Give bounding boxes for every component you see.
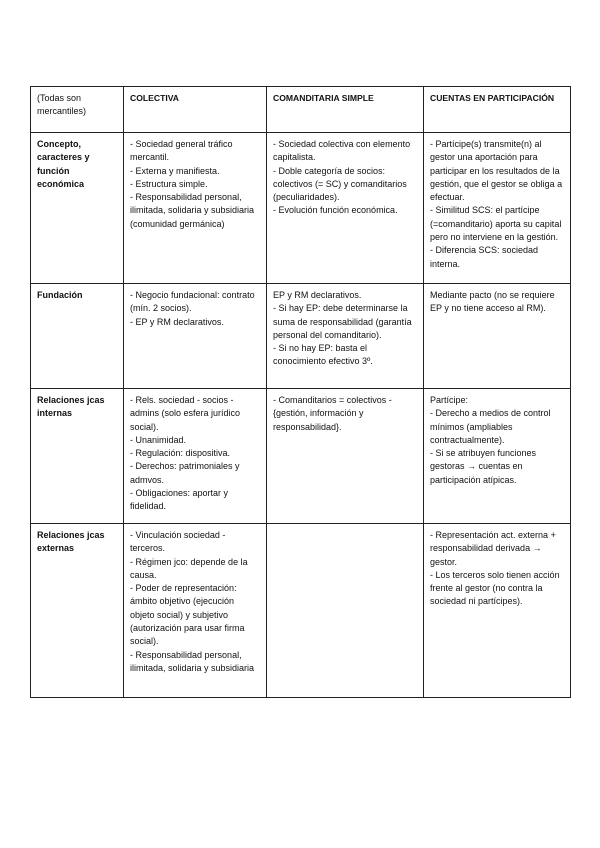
cell-line: - Evolución función económica. [273,205,398,216]
cell-line: - Externa y manifiesta. [130,165,220,176]
cell-colectiva [124,389,267,524]
cell-line: - Similitud SCS: el partícipe (=comanditario) aporta su capital pero no interviene en la gestión. [430,205,562,243]
cell-comanditaria [267,284,424,389]
cell-line: - Regulación: dispositiva. [130,448,231,459]
comparison-table [30,86,571,698]
cell-line: - Doble categoría de socios: colectivos (= SC) y comanditarios (peculiaridades). [273,165,407,203]
cell-line: - Si se atribuyen funciones gestoras → cuentas en participación atípicas. [430,448,537,485]
cell-line: - EP y RM declarativos. [130,316,224,327]
cell-line: - Rels. sociedad - socios - admins (solo esfera jurídico social). [130,395,241,432]
cell-line: EP y RM declarativos. [273,290,362,300]
cell-comanditaria [267,389,424,524]
cell-line: - Partícipe(s) transmite(n) al gestor una aportación para participar en los resultados de la gestión, que el gestor se obliga a efectuar. [430,139,563,203]
cell-line: - Poder de representación: ámbito objetivo (ejecución objeto social) y subjetivo (autorización para usar firma social). [130,583,245,647]
corner-note: (Todas son mercantiles) [31,87,124,133]
header-cuentas-participacion: CUENTAS EN PARTICIPACIÓN [424,87,571,133]
cell-line: Mediante pacto (no se requiere EP y no tiene acceso al RM). [430,290,555,314]
cell-cuentas [424,389,571,524]
cell-cuentas [424,524,571,698]
cell-line: - Si hay EP: debe determinarse la suma de responsabilidad (garantía personal del comanditario). [273,303,412,340]
cell-colectiva [124,284,267,389]
cell-line: - Sociedad general tráfico mercantil. [130,139,233,163]
row-relaciones-externas [31,524,571,698]
row-label: Relaciones jcas internas [31,389,124,524]
cell-line: - Derecho a medios de control mínimos (ampliables contractualmente). [430,408,551,445]
header-row [31,87,571,133]
cell-colectiva [124,524,267,698]
cell-line: - Régimen jco: depende de la causa. [130,556,248,580]
row-label: Concepto, caracteres y función económica [31,133,124,284]
cell-cuentas [424,133,571,284]
cell-line: - Estructura simple. [130,178,208,189]
cell-line: - Vinculación sociedad - terceros. [130,530,226,554]
row-fundacion [31,284,571,389]
cell-line: - Sociedad colectiva con elemento capitalista. [273,139,411,163]
row-label: Relaciones jcas externas [31,524,124,698]
row-relaciones-internas [31,389,571,524]
cell-line: - Responsabilidad personal, ilimitada, solidaria y subsidiaria [130,649,255,673]
header-comanditaria-simple: COMANDITARIA SIMPLE [267,87,424,133]
cell-colectiva [124,133,267,284]
cell-comanditaria [267,524,424,698]
cell-cuentas [424,284,571,389]
cell-line: - Representación act. externa + responsabilidad derivada → gestor. [430,530,556,567]
row-label: Fundación [31,284,124,389]
cell-comanditaria [267,133,424,284]
cell-line: - Si no hay EP: basta el conocimiento efectivo 3º. [273,343,373,367]
cell-line: - Obligaciones: aportar y fidelidad. [130,488,229,512]
cell-line: - Diferencia SCS: sociedad interna. [430,245,539,269]
cell-line: - Negocio fundacional: contrato (mín. 2 socios). [130,290,255,314]
cell-line: - Los terceros solo tienen acción frente al gestor (no contra la sociedad ni partícipes). [430,569,560,607]
cell-line: - Derechos: patrimoniales y admvos. [130,461,240,485]
header-colectiva: COLECTIVA [124,87,267,133]
cell-line: - Comanditarios = colectivos -{gestión, información y responsabilidad}. [273,395,392,432]
cell-line: Partícipe: [430,395,469,405]
cell-line: - Unanimidad. [130,434,187,445]
row-concepto [31,133,571,284]
cell-line: - Responsabilidad personal, ilimitada, solidaria y subsidiaria (comunidad germánica) [130,192,255,229]
